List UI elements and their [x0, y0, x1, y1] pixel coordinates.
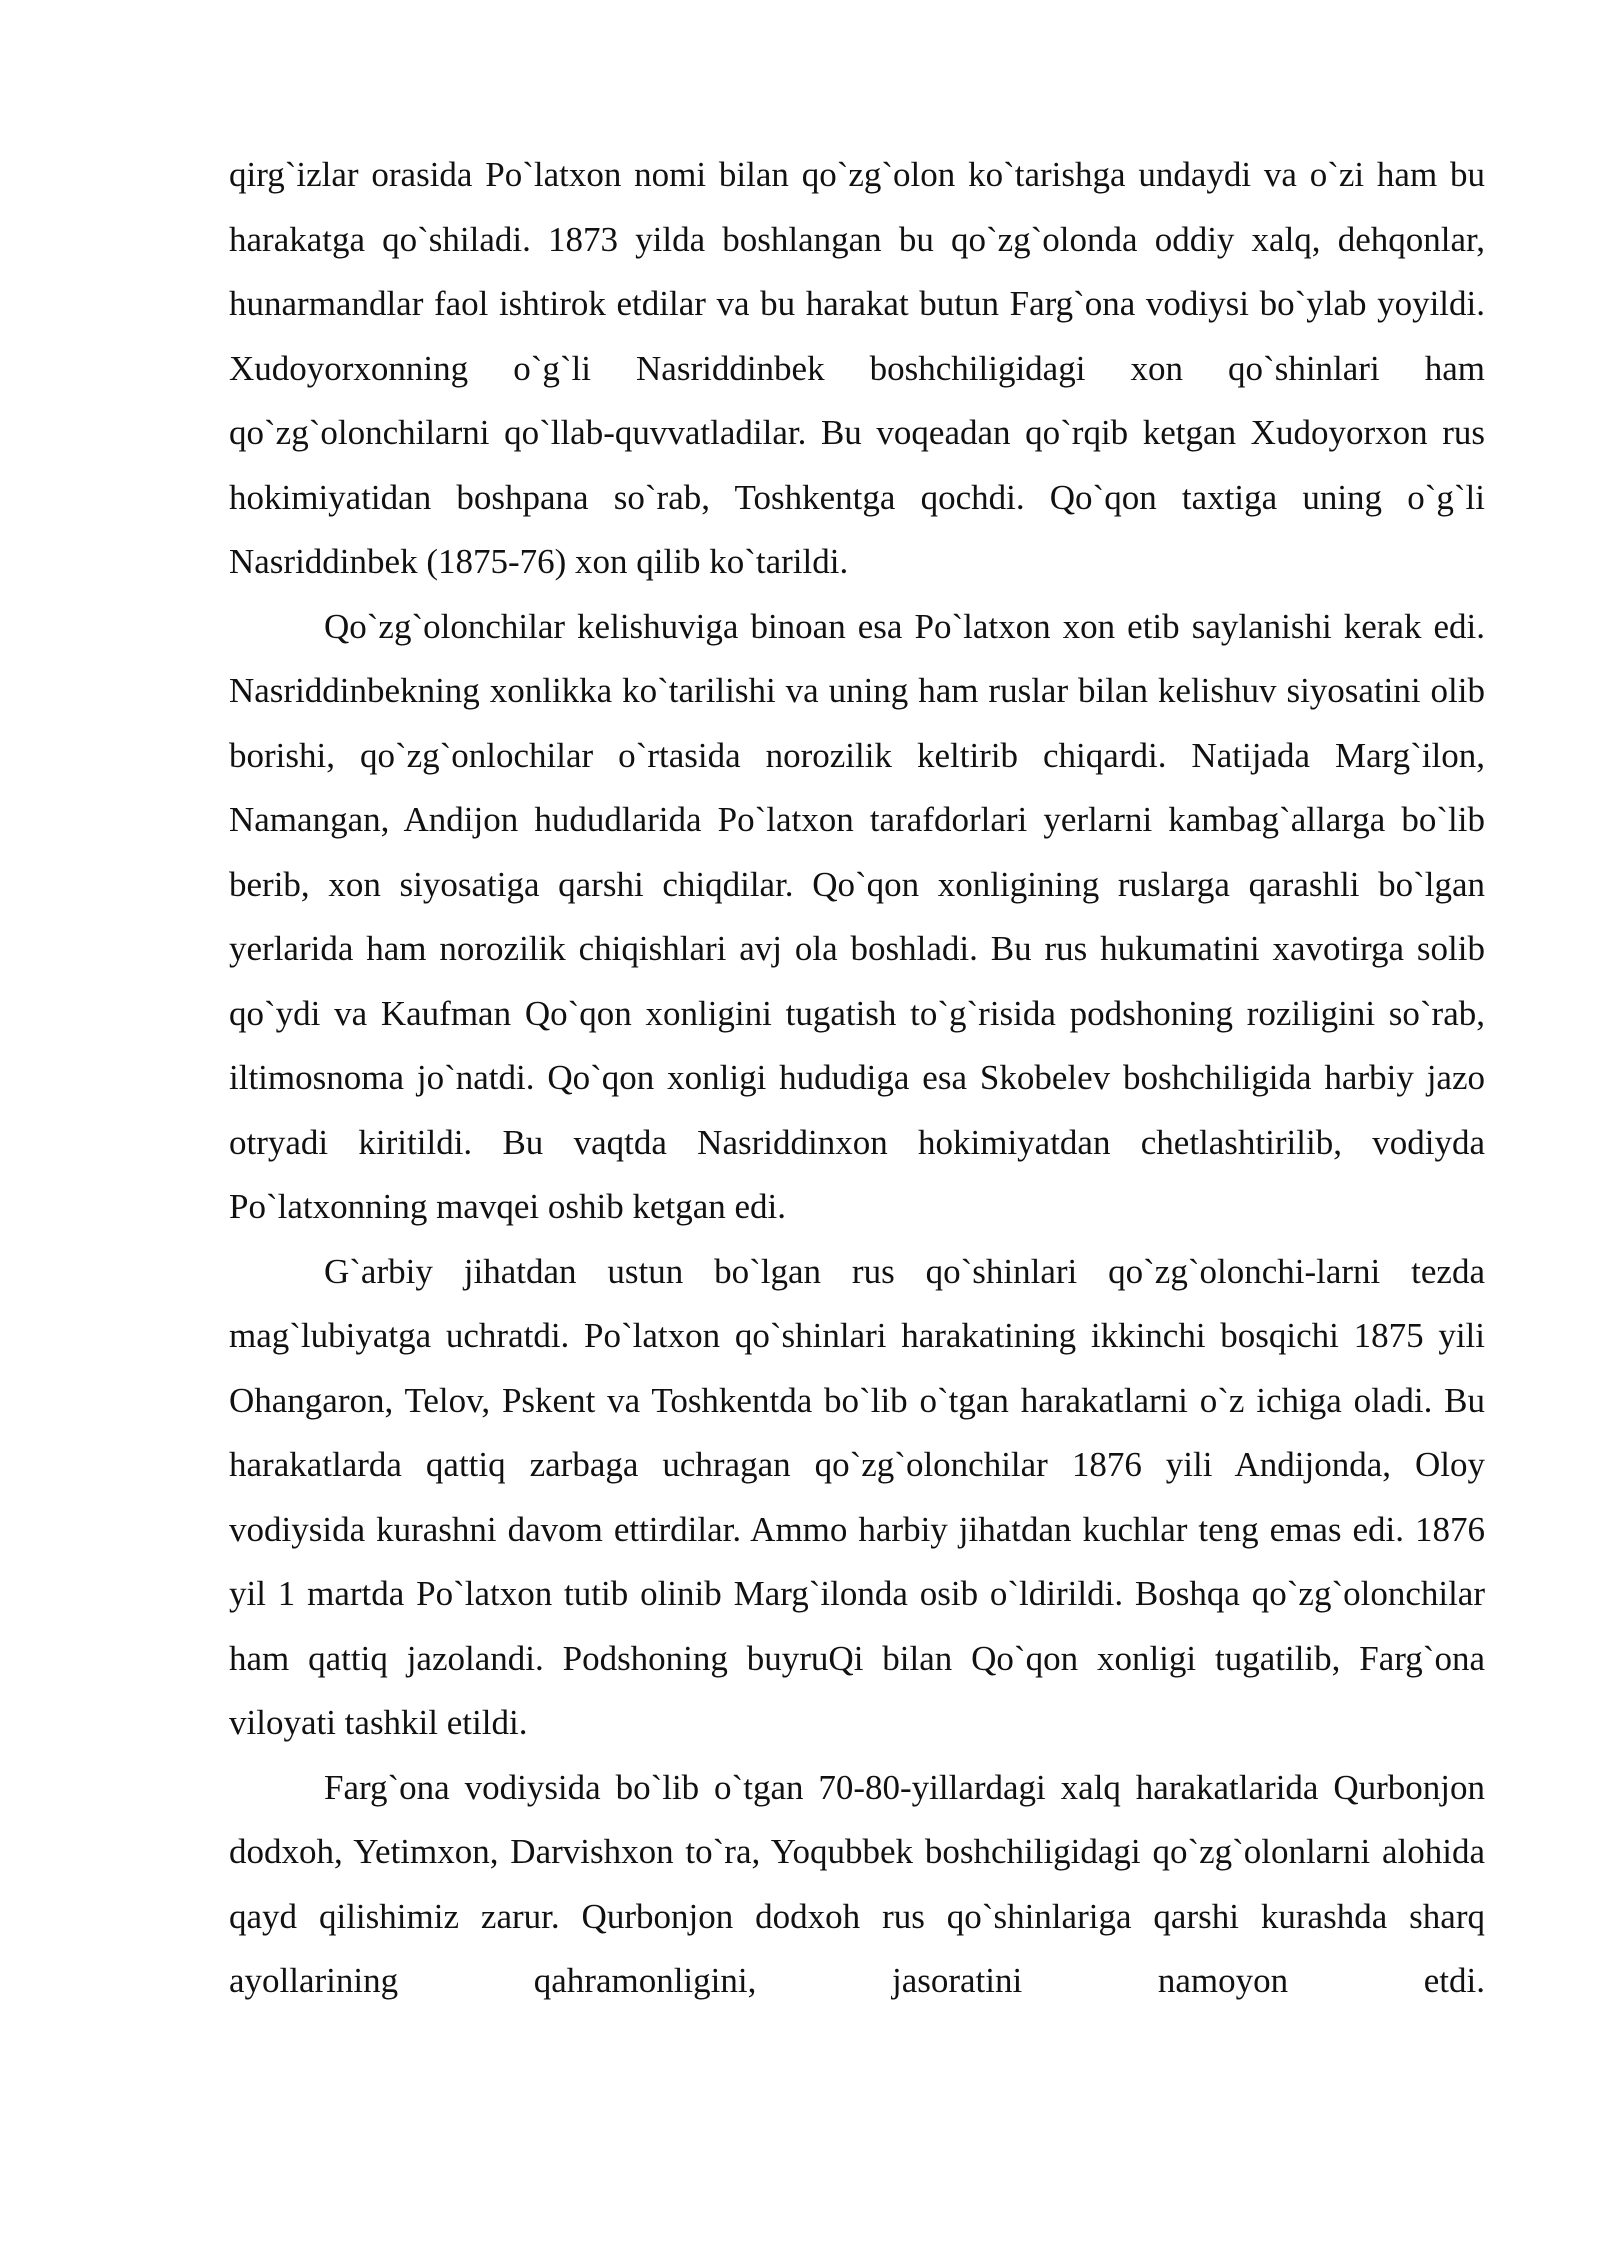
paragraph-1: qirg`izlar orasida Po`latxon nomi bilan qo`zg`olon ko`tarishga undaydi va o`zi ham bu harakatga qo`shiladi. 1873 yilda boshlangan bu qo`zg`olonda oddiy xalq, dehqonlar, hunarmandlar faol ishtirok etdilar va bu harakat butun Farg`ona vodiysi bo`ylab yoyildi. Xudoyorxonning o`g`li Nasriddinbek boshchiligidagi xon qo`shinlari ham qo`zg`olonchilarni qo`llab-quvvatladilar. Bu voqeadan qo`rqib ketgan Xudoyorxon rus hokimiyatidan boshpana so`rab, Toshkentga qochdi. Qo`qon taxtiga uning o`g`li Nasriddinbek (1875-76) xon qilib ko`tarildi. [229, 155, 1485, 581]
paragraph-4: Farg`ona vodiysida bo`lib o`tgan 70-80-yillardagi xalq harakatlarida Qurbonjon dodxoh, Yetimxon, Darvishxon to`ra, Yoqubbek boshchiligidagi qo`zg`olonlarni alohida qayd qilishimiz zarur. Qurbonjon dodxoh rus qo`shinlariga qarshi kurashda sharq ayollarining qahramonligini, jasoratini namoyon etdi. [229, 1767, 1485, 2000]
paragraph-3: G`arbiy jihatdan ustun bo`lgan rus qo`shinlari qo`zg`olonchi-larni tezda mag`lubiyatga uchratdi. Po`latxon qo`shinlari harakatining ikkinchi bosqichi 1875 yili Ohangaron, Telov, Pskent va Toshkentda bo`lib o`tgan harakatlarni o`z ichiga oladi. Bu harakatlarda qattiq zarbaga uchragan qo`zg`olonchilar 1876 yili Andijonda, Oloy vodiysida kurashni davom ettirdilar. Ammo harbiy jihatdan kuchlar teng emas edi. 1876 yil 1 martda Po`latxon tutib olinib Marg`ilonda osib o`ldirildi. Boshqa qo`zg`olonchilar ham qattiq jazolandi. Podshoning buyruQi bilan Qo`qon xonligi tugatilib, Farg`ona viloyati tashkil etildi. [229, 1251, 1485, 1742]
paragraph-2: Qo`zg`olonchilar kelishuviga binoan esa Po`latxon xon etib saylanishi kerak edi. Nasriddinbekning xonlikka ko`tarilishi va uning ham ruslar bilan kelishuv siyosatini olib borishi, qo`zg`onlochilar o`rtasida norozilik keltirib chiqardi. Natijada Marg`ilon, Namangan, Andijon hududlarida Po`latxon tarafdorlari yerlarni kambag`allarga bo`lib berib, xon siyosatiga qarshi chiqdilar. Qo`qon xonligining ruslarga qarashli bo`lgan yerlarida ham norozilik chiqishlari avj ola boshladi. Bu rus hukumatini xavotirga solib qo`ydi va Kaufman Qo`qon xonligini tugatish to`g`risida podshoning roziligini so`rab, iltimosnoma jo`natdi. Qo`qon xonligi hududiga esa Skobelev boshchiligida harbiy jazo otryadi kiritildi. Bu vaqtda Nasriddinxon hokimiyatdan chetlashtirilib, vodiyda Po`latxonning mavqei oshib ketgan edi. [229, 606, 1485, 1226]
body-text [229, 143, 1485, 2014]
